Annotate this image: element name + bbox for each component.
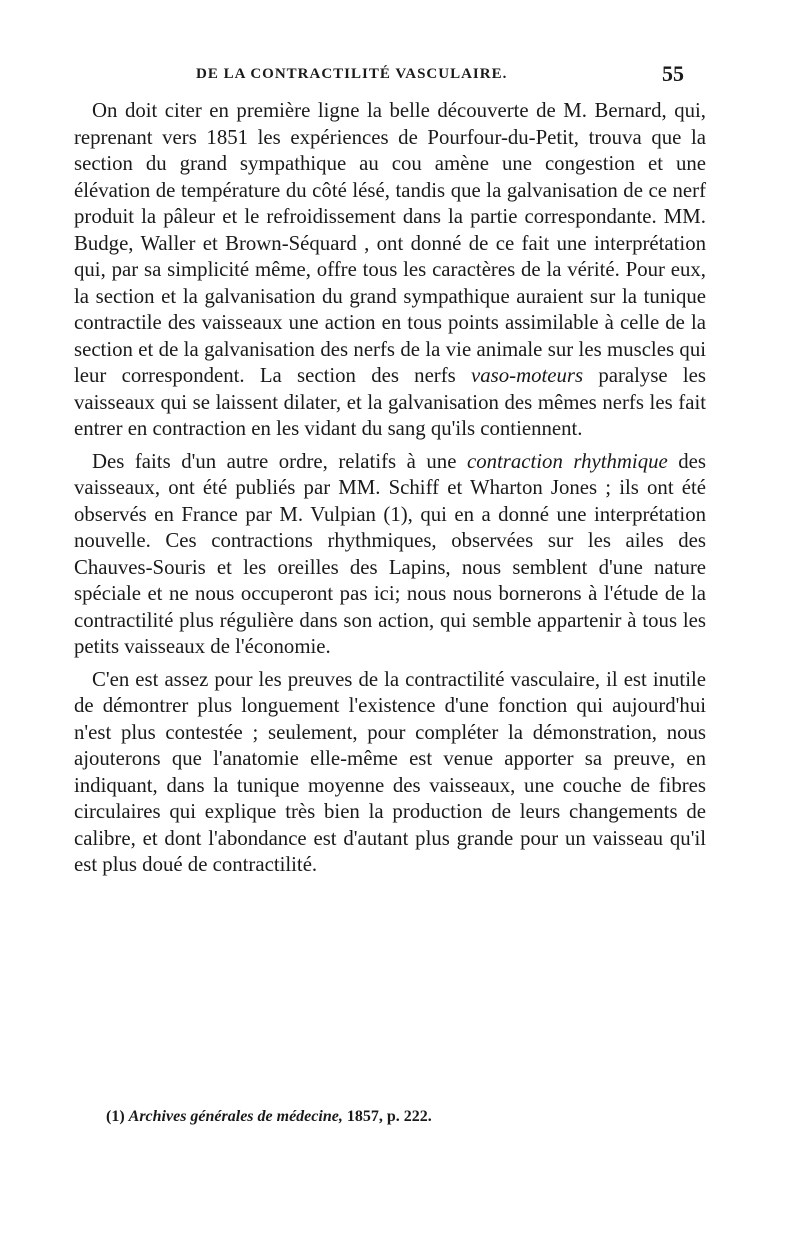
paragraph-2 <box>74 449 706 661</box>
paragraph-2-text-b: des vaisseaux, ont été publiés par MM. Schiff et Wharton Jones ; ils ont été observés en France par M. Vulpian (1), qui en a donné une interprétation nouvelle. Ces contractions rhythmiques, observées sur les ailes des Chauves-Souris et les oreilles des Lapins, nous semblent d'une nature spéciale et ne nous occuperont pas ici; nous nous bornerons à l'étude de la contractilité plus régulière dans son action, qui semble appartenir à tous les petits vaisseaux de l'économie. <box>74 449 706 658</box>
paragraph-3: C'en est assez pour les preuves de la contractilité vasculaire, il est inutile de démontrer plus longuement l'existence d'une fonction qui aujourd'hui n'est plus contestée ; seulement, pour compléter la démonstration, nous ajouterons que l'anatomie elle-même est venue apporter sa preuve, en indiquant, dans la tunique moyenne des vaisseaux, une couche de fibres circulaires qui explique très bien la production de leurs changements de calibre, et dont l'abondance est d'autant plus grande pour un vaisseau qu'il est plus doué de contractilité. <box>74 667 706 876</box>
footnote <box>106 1108 432 1126</box>
body-text <box>74 98 706 879</box>
footnote-title: Archives générales de médecine, <box>128 1108 343 1125</box>
paragraph-1-text-b: paralyse les vaisseaux qui se laissent dilater, et la galvanisation des mêmes nerfs les fait entrer en contraction en les vidant du sang qu'ils contiennent. <box>74 364 707 440</box>
footnote-reference: 1857, p. 222. <box>346 1108 432 1125</box>
paragraph-2-text-a: Des faits d'un autre ordre, relatifs à une <box>92 449 457 473</box>
running-title: DE LA CONTRACTILITÉ VASCULAIRE. <box>196 66 508 82</box>
page-number: 55 <box>662 61 684 86</box>
paragraph-1 <box>74 98 706 443</box>
footnote-marker: (1) <box>106 1108 125 1125</box>
paragraph-2-emphasis: contraction rhythmique <box>466 449 668 473</box>
paragraph-1-emphasis: vaso-moteurs <box>471 364 584 387</box>
paragraph-1-text-a: On doit citer en première ligne la belle découverte de M. Bernard, qui, reprenant vers 1851 les expériences de Pourfour-du-Petit, trouva que la section du grand sympathique au cou amène une congestion et une élévation de température du côté lésé, tandis que la galvanisation de ce nerf produit la pâleur et le refroidissement dans la partie correspondante. MM. Budge, Waller et Brown-Séquard , ont donné de ce fait une interprétation qui, par sa simplicité même, offre tous les caractères de la vérité. Pour eux, la section et la galvanisation du grand sympathique auraient sur la tunique contractile des vaisseaux une action en tous points assimilable à celle de la section et de la galvanisation des nerfs de la vie animale sur les muscles qui leur correspondent. La section des nerfs <box>74 99 706 387</box>
